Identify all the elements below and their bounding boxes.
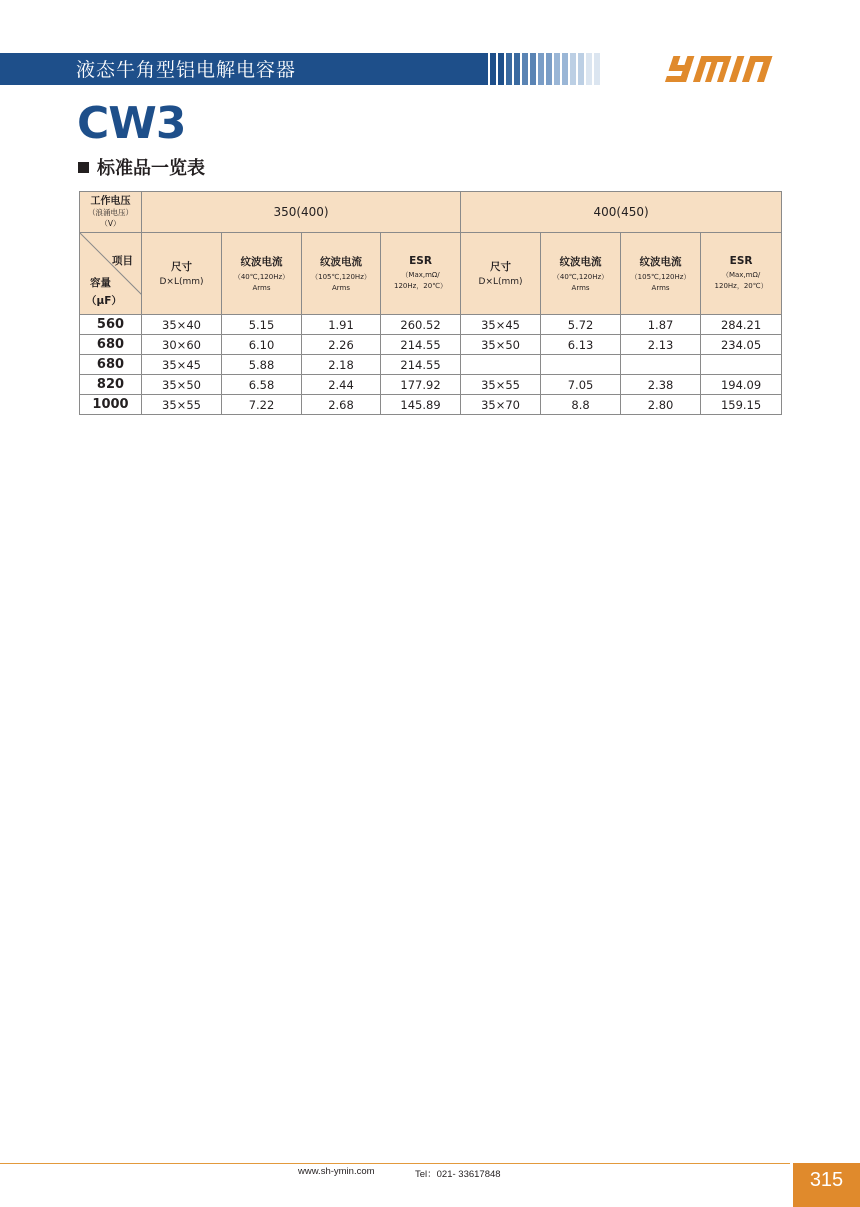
column-unit: 120Hz，20℃） (714, 282, 768, 290)
table-cell: 6.10 (222, 335, 302, 355)
table-cell: 2.80 (621, 395, 701, 415)
table-cell (621, 355, 701, 375)
table-row (80, 335, 782, 355)
page-number: 315 (793, 1163, 860, 1207)
table-cell: 145.89 (381, 395, 461, 415)
column-title: ESR (729, 255, 753, 267)
column-unit: Arms (252, 283, 271, 292)
voltage-label: 工作电压 (90, 195, 131, 207)
table-cell: 7.22 (222, 395, 302, 415)
column-header (541, 233, 621, 315)
capacitance-cell: 680 (80, 335, 142, 355)
table-cell (701, 355, 782, 375)
capacitance-cell: 560 (80, 315, 142, 335)
column-unit: Arms (571, 283, 590, 292)
header-stripe (506, 53, 512, 85)
column-unit: Arms (651, 283, 670, 292)
column-unit: 120Hz，20℃） (393, 282, 448, 290)
footer-website: www.sh-ymin.com (298, 1166, 375, 1177)
table-cell: 177.92 (381, 375, 461, 395)
table-cell: 35×50 (142, 375, 222, 395)
item-label: 项目 (112, 255, 133, 267)
table-cell: 35×45 (142, 355, 222, 375)
column-subtitle: （40℃,120Hz） (233, 272, 290, 281)
column-header (302, 233, 381, 315)
table-cell: 35×50 (461, 335, 541, 355)
header-stripe (546, 53, 552, 85)
column-title: 尺寸 (490, 261, 512, 273)
table-cell: 35×55 (142, 395, 222, 415)
column-title: ESR (409, 255, 432, 267)
header-stripe (586, 53, 592, 85)
column-subtitle: D×L(mm) (478, 277, 523, 287)
capacitance-cell: 1000 (80, 395, 142, 415)
column-unit: Arms (331, 283, 350, 292)
table-cell: 234.05 (701, 335, 782, 355)
header-stripe (538, 53, 544, 85)
capacity-unit: （μF） (86, 295, 122, 307)
table-cell: 35×55 (461, 375, 541, 395)
header-stripe (578, 53, 584, 85)
column-header (701, 233, 782, 315)
column-subtitle: （105℃,120Hz） (311, 272, 371, 281)
table-cell: 8.8 (541, 395, 621, 415)
column-header (222, 233, 302, 315)
section-heading (78, 156, 205, 182)
column-title: 纹波电流 (639, 255, 682, 268)
header-stripe (562, 53, 568, 85)
table-cell: 35×45 (461, 315, 541, 335)
table-cell: 2.44 (302, 375, 381, 395)
header-stripe (498, 53, 504, 85)
table-cell: 2.18 (302, 355, 381, 375)
column-header (621, 233, 701, 315)
series-title: CW3 (77, 98, 186, 149)
table-cell: 7.05 (541, 375, 621, 395)
table-row (80, 395, 782, 415)
table-cell: 35×70 (461, 395, 541, 415)
voltage-label-cell (80, 192, 142, 233)
table-cell: 6.13 (541, 335, 621, 355)
table-cell: 1.91 (302, 315, 381, 335)
header-stripe (570, 53, 576, 85)
table-cell: 2.68 (302, 395, 381, 415)
surge-label: （浪涌电压） (88, 207, 133, 217)
column-title: 纹波电流 (240, 255, 283, 268)
header-stripe (554, 53, 560, 85)
table-cell (541, 355, 621, 375)
column-title: 尺寸 (171, 261, 192, 273)
capacitance-cell: 820 (80, 375, 142, 395)
header-title: 液态牛角型铝电解电容器 (76, 59, 297, 81)
table-row (80, 355, 782, 375)
column-subtitle: （Max,mΩ/ (401, 271, 440, 279)
header-stripe (530, 53, 536, 85)
column-subtitle: D×L(mm) (159, 277, 204, 287)
spec-table (79, 191, 782, 415)
capacitance-cell: 680 (80, 355, 142, 375)
column-title: 纹波电流 (559, 255, 602, 268)
table-cell: 214.55 (381, 335, 461, 355)
table-cell: 2.26 (302, 335, 381, 355)
voltage-unit: （V） (100, 218, 121, 228)
table-cell: 6.58 (222, 375, 302, 395)
column-header (142, 233, 222, 315)
column-subtitle: （40℃,120Hz） (552, 272, 609, 281)
footer-telephone: Tel：021- 33617848 (415, 1169, 501, 1180)
table-cell: 1.87 (621, 315, 701, 335)
table-cell: 5.15 (222, 315, 302, 335)
table-cell: 5.88 (222, 355, 302, 375)
table-cell: 260.52 (381, 315, 461, 335)
header-stripe (522, 53, 528, 85)
ymin-logo (664, 48, 782, 88)
table-cell (461, 355, 541, 375)
footer-divider (0, 1163, 790, 1164)
table-cell: 284.21 (701, 315, 782, 335)
voltage-group-header: 350(400) (142, 192, 461, 233)
table-cell: 5.72 (541, 315, 621, 335)
column-header (461, 233, 541, 315)
table-row (80, 375, 782, 395)
table-cell: 30×60 (142, 335, 222, 355)
corner-diagonal-cell (80, 233, 142, 315)
table-cell: 194.09 (701, 375, 782, 395)
header-stripes (490, 53, 610, 85)
capacity-label: 容量 (90, 277, 111, 289)
table-cell: 2.13 (621, 335, 701, 355)
table-cell: 214.55 (381, 355, 461, 375)
table-cell: 2.38 (621, 375, 701, 395)
column-header (381, 233, 461, 315)
column-subtitle: （105℃,120Hz） (630, 272, 691, 281)
section-heading-text: 标准品一览表 (97, 158, 205, 179)
table-cell: 159.15 (701, 395, 782, 415)
voltage-group-header: 400(450) (461, 192, 782, 233)
bullet-square-icon (78, 162, 89, 173)
header-stripe (514, 53, 520, 85)
column-title: 纹波电流 (320, 255, 362, 268)
header-stripe (490, 53, 496, 85)
column-subtitle: （Max,mΩ/ (721, 271, 761, 279)
table-cell: 35×40 (142, 315, 222, 335)
table-row (80, 315, 782, 335)
header-stripe (594, 53, 600, 85)
